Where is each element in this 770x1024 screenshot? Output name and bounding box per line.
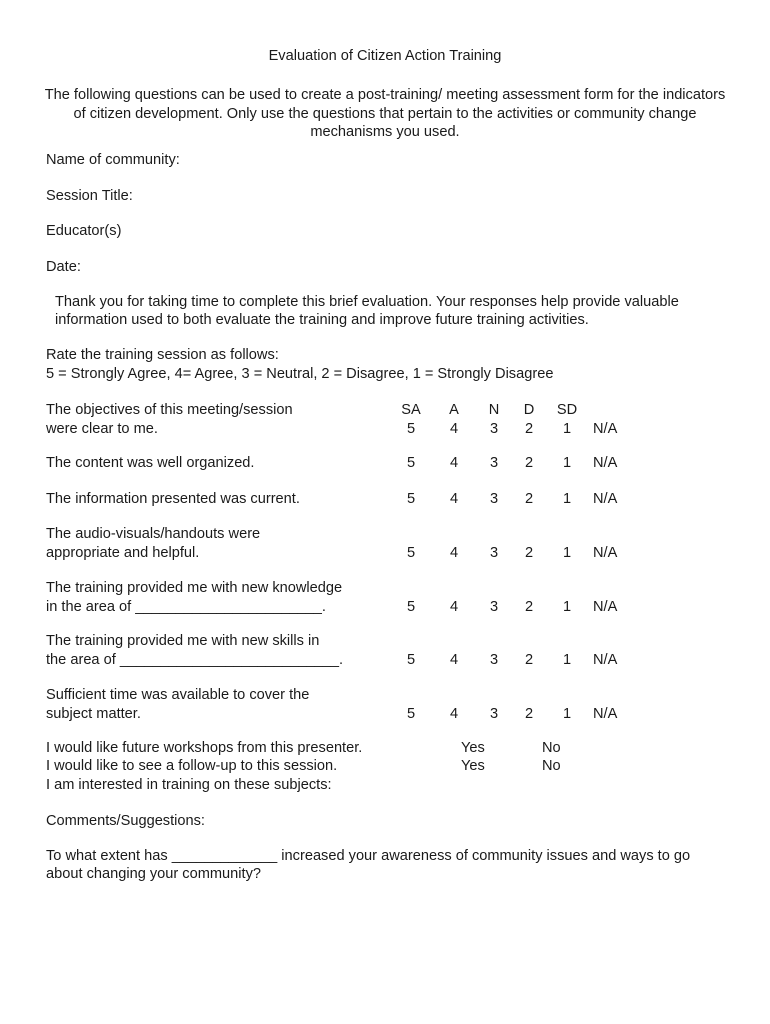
question-6-line-1: The training provided me with new skills in: [46, 633, 320, 649]
question-7-rating-1[interactable]: 1: [562, 705, 572, 722]
question-4-rating-2[interactable]: 2: [524, 544, 534, 561]
question-4-rating-na[interactable]: N/A: [593, 544, 618, 561]
question-3-rating-1[interactable]: 1: [562, 491, 572, 507]
question-5-line-2: in the area of _______________________.: [46, 598, 326, 615]
question-1-rating-na[interactable]: N/A: [593, 420, 618, 437]
question-6-rating-3[interactable]: 3: [489, 651, 499, 668]
question-1-rating-5[interactable]: 5: [406, 420, 416, 437]
yesno-question-1: I would like future workshops from this presenter.: [46, 740, 363, 756]
question-7-rating-3[interactable]: 3: [489, 705, 499, 722]
question-1-rating-2[interactable]: 2: [524, 420, 534, 437]
final-question-line-2: about changing your community?: [46, 866, 261, 882]
yesno-question-2: I would like to see a follow-up to this session.: [46, 758, 338, 774]
question-3-line-1: The information presented was current.: [46, 491, 300, 507]
question-3-rating-4[interactable]: 4: [449, 491, 459, 507]
question-2-rating-5[interactable]: 5: [406, 455, 416, 471]
interest-question: I am interested in training on these subjects:: [46, 777, 332, 793]
question-3-rating-na[interactable]: N/A: [593, 491, 618, 507]
question-4-rating-5[interactable]: 5: [406, 544, 416, 561]
rating-scale-legend: 5 = Strongly Agree, 4= Agree, 3 = Neutral, 2 = Disagree, 1 = Strongly Disagree: [46, 366, 554, 382]
educators-field: Educator(s): [46, 223, 122, 239]
question-2-line-1: The content was well organized.: [46, 455, 255, 471]
question-3-rating-5[interactable]: 5: [406, 491, 416, 507]
question-7-rating-na[interactable]: N/A: [593, 705, 618, 722]
no-option-1[interactable]: No: [542, 740, 561, 756]
question-7-rating-2[interactable]: 2: [524, 705, 534, 722]
question-4-rating-3[interactable]: 3: [489, 544, 499, 561]
question-5-rating-na[interactable]: N/A: [593, 598, 618, 615]
form-title: Evaluation of Citizen Action Training: [268, 48, 502, 64]
question-5-line-1: The training provided me with new knowledge: [46, 580, 343, 596]
community-name-field: Name of community:: [46, 152, 180, 168]
question-3-rating-3[interactable]: 3: [489, 491, 499, 507]
question-1-rating-1[interactable]: 1: [562, 420, 572, 437]
question-5-rating-1[interactable]: 1: [562, 598, 572, 615]
rate-instruction: Rate the training session as follows:: [46, 347, 279, 363]
question-2-rating-1[interactable]: 1: [562, 455, 572, 471]
scale-header-n: N: [488, 402, 500, 418]
yes-option-1[interactable]: Yes: [461, 740, 485, 756]
question-6-rating-2[interactable]: 2: [524, 651, 534, 668]
thanks-line-2: information used to both evaluate the training and improve future training activities.: [55, 312, 589, 328]
question-4-rating-1[interactable]: 1: [562, 544, 572, 561]
scale-header-a: A: [449, 402, 459, 418]
scale-header-sd: SD: [556, 402, 578, 418]
question-4-line-2: appropriate and helpful.: [46, 544, 200, 561]
question-6-rating-na[interactable]: N/A: [593, 651, 618, 668]
question-3-rating-2[interactable]: 2: [524, 491, 534, 507]
question-1-rating-3[interactable]: 3: [489, 420, 499, 437]
question-7-rating-4[interactable]: 4: [449, 705, 459, 722]
question-4-line-1: The audio-visuals/handouts were: [46, 526, 261, 542]
comments-label: Comments/Suggestions:: [46, 813, 205, 829]
question-7-line-1: Sufficient time was available to cover the: [46, 687, 310, 703]
question-1-line-2: were clear to me.: [46, 420, 158, 437]
question-6-line-2: the area of ___________________________.: [46, 651, 344, 668]
question-6-rating-4[interactable]: 4: [449, 651, 459, 668]
question-1-line-1: The objectives of this meeting/session: [46, 402, 293, 418]
question-2-rating-3[interactable]: 3: [489, 455, 499, 471]
yes-option-2[interactable]: Yes: [461, 758, 485, 774]
session-title-field: Session Title:: [46, 188, 133, 204]
question-1-rating-4[interactable]: 4: [449, 420, 459, 437]
scale-header-d: D: [523, 402, 535, 418]
question-7-rating-5[interactable]: 5: [406, 705, 416, 722]
thanks-line-1: Thank you for taking time to complete this brief evaluation. Your responses help provide valuable: [55, 294, 679, 310]
question-5-rating-2[interactable]: 2: [524, 598, 534, 615]
question-2-rating-2[interactable]: 2: [524, 455, 534, 471]
question-7-line-2: subject matter.: [46, 705, 141, 722]
question-4-rating-4[interactable]: 4: [449, 544, 459, 561]
question-5-rating-3[interactable]: 3: [489, 598, 499, 615]
question-2-rating-na[interactable]: N/A: [593, 455, 618, 471]
scale-header-sa: SA: [401, 402, 421, 418]
final-question-line-1: To what extent has _____________ increased your awareness of community issues and ways to go: [46, 848, 691, 864]
question-6-rating-5[interactable]: 5: [406, 651, 416, 668]
question-5-rating-4[interactable]: 4: [449, 598, 459, 615]
no-option-2[interactable]: No: [542, 758, 561, 774]
question-2-rating-4[interactable]: 4: [449, 455, 459, 471]
question-5-rating-5[interactable]: 5: [406, 598, 416, 615]
date-field: Date:: [46, 259, 81, 275]
intro-paragraph: The following questions can be used to create a post-training/ meeting assessment form for the indicators of citizen development. Only use the questions that pertain to the activities or community change mechanisms you used.: [44, 87, 726, 140]
question-6-rating-1[interactable]: 1: [562, 651, 572, 668]
